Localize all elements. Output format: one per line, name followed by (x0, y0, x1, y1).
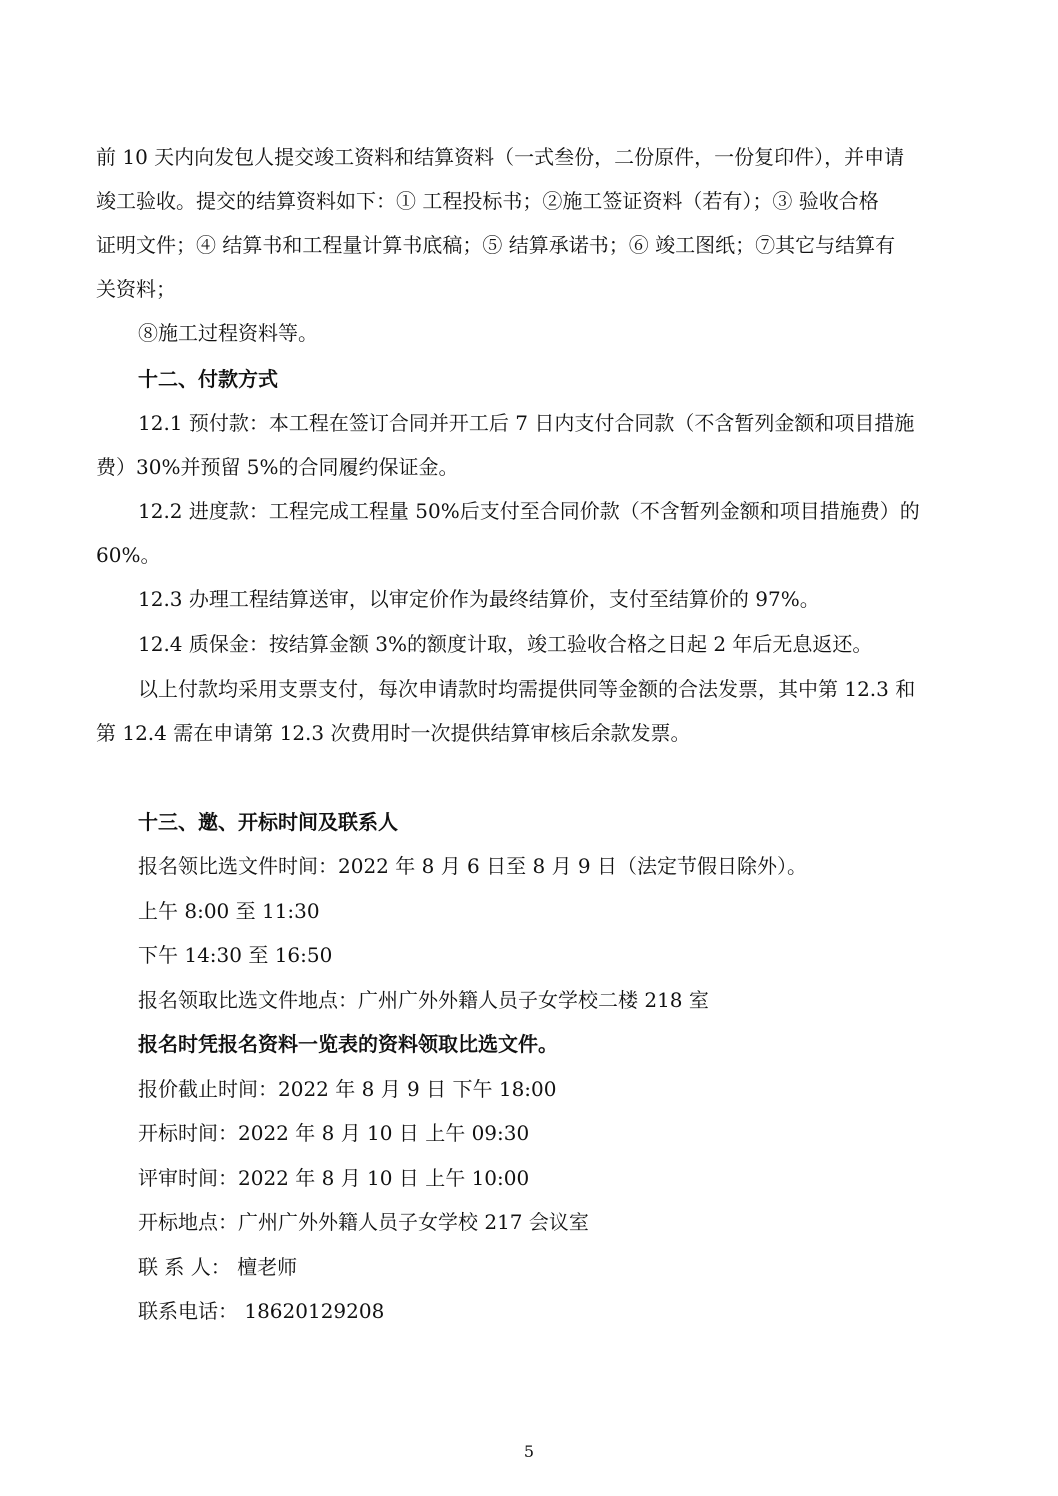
paragraph-line-5: ⑧施工过程资料等。 (138, 321, 318, 345)
contact-phone: 联系电话： 18620129208 (138, 1299, 385, 1323)
payment-line-12-3: 12.3 办理工程结算送审，以审定价作为最终结算价，支付至结算价的 97%。 (138, 587, 820, 611)
registration-time: 报名领比选文件时间：2022 年 8 月 6 日至 8 月 9 日（法定节假日除外）。 (138, 854, 808, 878)
paragraph-line-4: 关资料； (96, 277, 176, 301)
page-number: 5 (523, 1442, 535, 1461)
registration-location: 报名领取比选文件地点：广州广外外籍人员子女学校二楼 218 室 (138, 988, 709, 1012)
paragraph-line-1: 前 10 天内向发包人提交竣工资料和结算资料（一式叁份，二份原件，一份复印件），并申请 (96, 145, 905, 169)
opening-time: 开标时间：2022 年 8 月 10 日 上午 09:30 (138, 1121, 530, 1145)
payment-line-12-1: 12.1 预付款：本工程在签订合同并开工后 7 日内支付合同款（不含暂列金额和项目措施 (138, 411, 915, 435)
registration-note: 报名时凭报名资料一览表的资料领取比选文件。 (138, 1032, 558, 1056)
review-time: 评审时间：2022 年 8 月 10 日 上午 10:00 (138, 1166, 530, 1190)
payment-line-12-1-cont: 费）30%并预留 5%的合同履约保证金。 (96, 455, 459, 479)
paragraph-line-3: 证明文件；④ 结算书和工程量计算书底稿；⑤ 结算承诺书；⑥ 竣工图纸；⑦其它与结算有 (96, 233, 896, 257)
morning-hours: 上午 8:00 至 11:30 (138, 899, 320, 923)
payment-note-line-1: 以上付款均采用支票支付，每次申请款时均需提供同等金额的合法发票，其中第 12.3 和 (138, 677, 916, 701)
paragraph-line-2: 竣工验收。提交的结算资料如下：① 工程投标书；②施工签证资料（若有）；③ 验收合格 (96, 189, 879, 213)
payment-note-line-2: 第 12.4 需在申请第 12.3 次费用时一次提供结算审核后余款发票。 (96, 721, 691, 745)
contact-person: 联 系 人： 檀老师 (138, 1255, 298, 1279)
payment-line-12-2-cont: 60%。 (96, 543, 161, 567)
section-heading-payment: 十二、付款方式 (138, 367, 278, 391)
opening-location: 开标地点：广州广外外籍人员子女学校 217 会议室 (138, 1210, 589, 1234)
payment-line-12-4: 12.4 质保金：按结算金额 3%的额度计取，竣工验收合格之日起 2 年后无息返还。 (138, 632, 873, 656)
payment-line-12-2: 12.2 进度款：工程完成工程量 50%后支付至合同价款（不含暂列金额和项目措施费）的 (138, 499, 920, 523)
afternoon-hours: 下午 14:30 至 16:50 (138, 943, 333, 967)
section-heading-bidding: 十三、邀、开标时间及联系人 (138, 810, 398, 834)
quote-deadline: 报价截止时间：2022 年 8 月 9 日 下午 18:00 (138, 1077, 557, 1101)
